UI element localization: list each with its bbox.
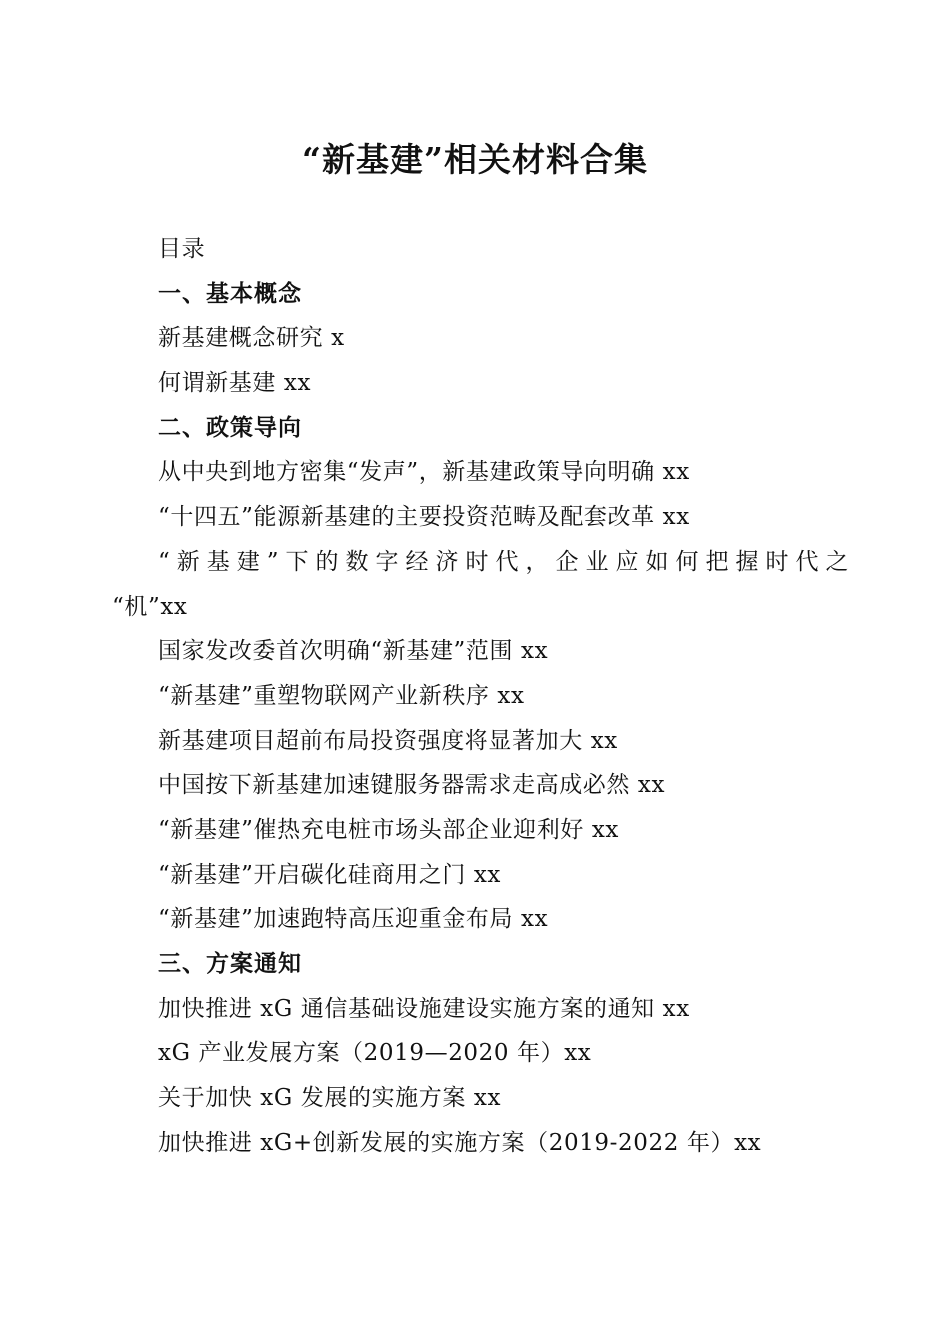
section-heading: 一、基本概念	[158, 280, 302, 307]
toc-entry: “新基建”催热充电桩市场头部企业迎利好 xx	[158, 816, 619, 843]
toc-entry: 何谓新基建 xx	[158, 370, 312, 397]
toc-entry: “新基建”开启碳化硅商用之门 xx	[158, 861, 501, 888]
toc-entry: 加快推进 xG+创新发展的实施方案（2019-2022 年）xx	[158, 1129, 762, 1156]
section-heading: 二、政策导向	[158, 414, 302, 441]
section-heading: 三、方案通知	[158, 951, 302, 977]
toc-entry: 新基建项目超前布局投资强度将显著加大 xx	[158, 727, 618, 754]
toc-entry: 国家发改委首次明确“新基建”范围 xx	[158, 638, 549, 665]
toc-entry: 中国按下新基建加速键服务器需求走高成必然 xx	[158, 772, 666, 799]
toc-entry-wrapped-continuation: “机”xx	[112, 593, 188, 620]
toc-entry: “十四五”能源新基建的主要投资范畴及配套改革 xx	[158, 504, 690, 531]
toc-entry: 从中央到地方密集“发声”，新基建政策导向明确 xx	[158, 459, 690, 486]
toc-entry-wrapped: “新基建”下的数字经济时代，企业应如何把握时代之	[158, 548, 856, 575]
toc-entry: 加快推进 xG 通信基础设施建设实施方案的通知 xx	[158, 995, 690, 1022]
toc-entry: “新基建”加速跑特高压迎重金布局 xx	[158, 906, 549, 933]
toc-entry: 关于加快 xG 发展的实施方案 xx	[158, 1085, 502, 1112]
toc-label: 目录	[158, 236, 206, 262]
toc-entry: 新基建概念研究 x	[158, 325, 345, 352]
table-of-contents	[0, 227, 950, 1165]
document-title: “新基建”相关材料合集	[302, 140, 648, 179]
toc-entry: “新基建”重塑物联网产业新秩序 xx	[158, 682, 525, 709]
toc-entry: xG 产业发展方案（2019—2020 年）xx	[158, 1040, 592, 1067]
